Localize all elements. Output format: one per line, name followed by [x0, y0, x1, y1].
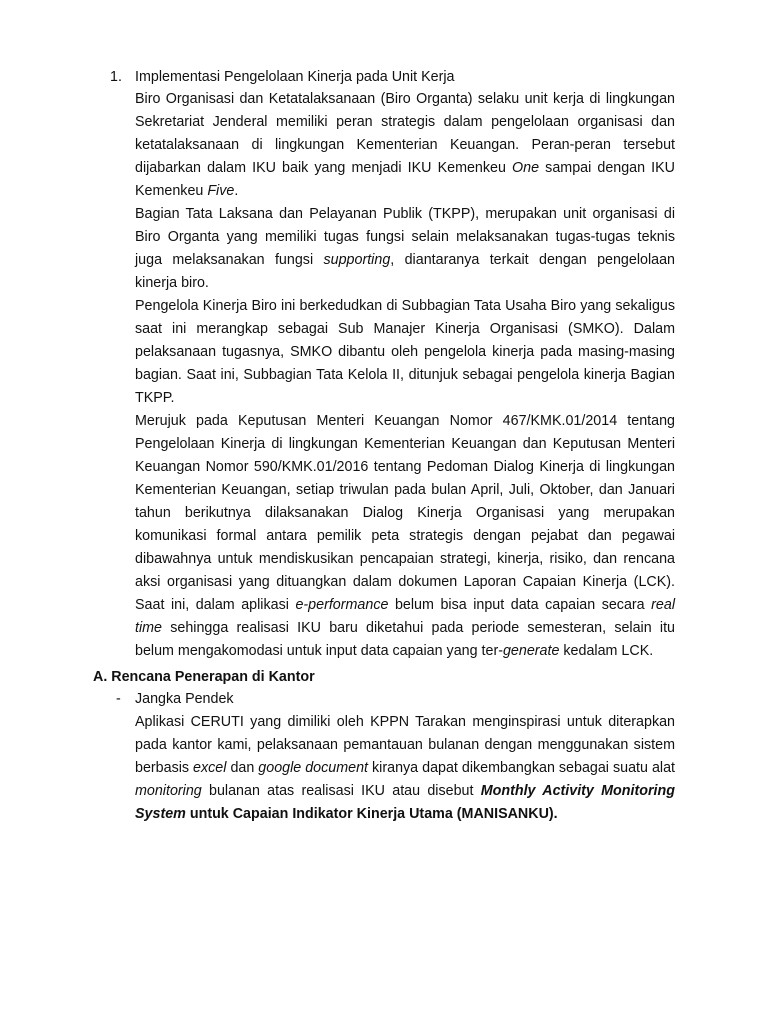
section-heading: A. Rencana Penerapan di Kantor: [93, 669, 315, 685]
bold-run: untuk Capaian Indikator Kinerja Utama (MANISANKU).: [185, 806, 558, 822]
list-number: 1.: [110, 69, 122, 85]
body-text: [135, 88, 675, 663]
italic-run: generate: [502, 643, 560, 659]
text-run: sehingga realisasi IKU baru diketahui pada periode semesteran, selain itu belum mengakomodasi untuk input data capaian yang ter-: [135, 620, 675, 659]
text-run: Aplikasi CERUTI yang dimiliki oleh KPPN Tarakan menginspirasi untuk diterapkan pada kantor kami, pelaksanaan pemantauan bulanan dengan menggunakan sistem berbasis: [135, 714, 675, 776]
sub-heading-label: Jangka Pendek: [135, 691, 234, 707]
paragraph-tkpp: [135, 203, 675, 295]
text-run: sampai dengan IKU Kemenkeu: [135, 160, 676, 199]
text-run: Biro Organisasi dan Ketatalaksanaan (Biro Organta) selaku unit kerja di lingkungan Sekretariat Jenderal memiliki peran strategis dalam pengelolaan organisasi dan ketatalaksanaan di lingkungan Kementerian Keuangan. Peran-peran tersebut dijabarkan dalam IKU baik yang menjadi IKU Kemenkeu: [135, 91, 675, 176]
sub-heading: [116, 688, 234, 710]
text-run: kedalam LCK.: [559, 643, 654, 659]
paragraph-biro-organta: [135, 88, 675, 203]
list-item-title: [110, 66, 455, 88]
body-text-section-a: [135, 711, 675, 826]
list-item-heading: Implementasi Pengelolaan Kinerja pada Unit Kerja: [135, 69, 455, 85]
paragraph-keputusan-menteri: [135, 410, 675, 663]
bold-italic-run: Monthly Activity Monitoring System: [135, 783, 675, 822]
text-run: dan: [226, 760, 259, 776]
italic-run: google document: [258, 760, 369, 776]
paragraph-pengelola-kinerja: [135, 295, 675, 410]
text-run: kiranya dapat dikembangkan sebagai suatu alat: [368, 760, 675, 776]
text-run: Pengelola Kinerja Biro ini berkedudkan di Subbagian Tata Usaha Biro yang sekaligus saat ini merangkap sebagai Sub Manajer Kinerja Organisasi (SMKO). Dalam pelaksanaan tugasnya, SMKO dibantu oleh pengelola kinerja pada masing-masing bagian. Saat ini, Subbagian Tata Kelola II, ditunjuk sebagai pengelola kinerja Bagian TKPP.: [135, 298, 675, 406]
italic-run: One: [512, 160, 540, 176]
text-run: , diantaranya terkait dengan pengelolaan kinerja biro.: [135, 252, 675, 291]
italic-run: monitoring: [135, 783, 202, 799]
text-run: bulanan atas realisasi IKU atau disebut: [201, 783, 481, 799]
text-run: Merujuk pada Keputusan Menteri Keuangan Nomor 467/KMK.01/2014 tentang Pengelolaan Kinerja di lingkungan Kementerian Keuangan dan Keputusan Menteri Keuangan Nomor 590/KMK.01/2016 tentang Pedoman Dialog Kinerja di lingkungan Kementerian Keuangan, setiap triwulan pada bulan April, Juli, Oktober, dan Januari tahun berikutnya dilaksanakan Dialog Kinerja Organisasi yang merupakan komunikasi formal antara pemilik peta strategis dengan pejabat dan pegawai dibawahnya untuk mendiskusikan pencapaian strategi, kinerja, risiko, dan rencana aksi organisasi yang dituangkan dalam dokumen Laporan Capaian Kinerja (LCK). Saat ini, dalam aplikasi: [135, 413, 675, 613]
italic-run: Five: [207, 183, 235, 199]
italic-run: excel: [193, 760, 227, 776]
paragraph-ceruti: [135, 711, 675, 826]
text-run: Bagian Tata Laksana dan Pelayanan Publik (TKPP), merupakan unit organisasi di Biro Organta yang memiliki tugas fungsi selain melaksanakan tugas-tugas teknis juga melaksanakan fungsi: [135, 206, 675, 268]
text-run: .: [234, 183, 239, 199]
italic-run: e-performance: [295, 597, 389, 613]
text-run: belum bisa input data capaian secara: [388, 597, 652, 613]
bullet-dash: -: [116, 691, 121, 707]
italic-run: supporting: [323, 252, 391, 268]
italic-run: real time: [135, 597, 676, 636]
